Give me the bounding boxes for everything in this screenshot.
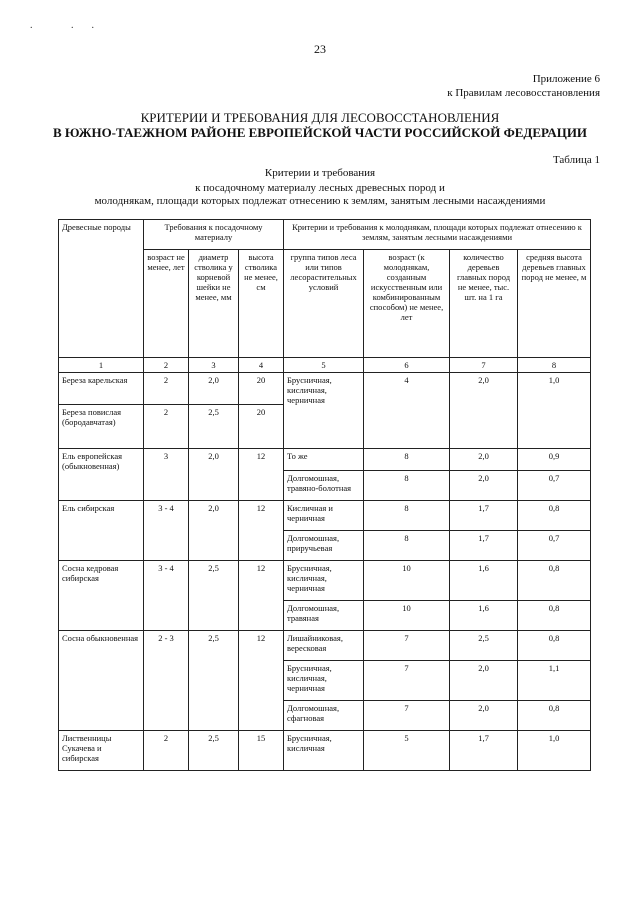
- avg-height-cell: 1,1: [518, 661, 591, 701]
- table-row: [59, 631, 591, 661]
- diameter-cell: 2,5: [189, 631, 239, 731]
- young-age-cell: 8: [364, 501, 450, 531]
- table-row: [59, 373, 591, 405]
- header-tree-count: количество деревьев главных пород не менее, тыс. шт. на 1 га: [450, 250, 518, 358]
- count-cell: 2,0: [450, 449, 518, 471]
- header-young-stands: Критерии и требования к молоднякам, площади которых подлежат отнесению к землям, занятым лесными насаждениями: [284, 220, 591, 250]
- forest-type-cell: Долгомошная, приручьевая: [284, 531, 364, 561]
- header-diameter: диаметр стволика у корневой шейки не менее, мм: [189, 250, 239, 358]
- subtitle-line-3: молоднякам, площади которых подлежат отнесению к землям, занятым лесными насаждениями: [94, 195, 546, 207]
- count-cell: 1,7: [450, 531, 518, 561]
- young-age-cell: 8: [364, 471, 450, 501]
- count-cell: 1,7: [450, 731, 518, 771]
- species-cell: Сосна обыкновенная: [59, 631, 144, 731]
- height-cell: 20: [239, 405, 284, 449]
- species-cell: Сосна кедровая сибирская: [59, 561, 144, 631]
- header-species: Древесные породы: [59, 220, 144, 358]
- avg-height-cell: 0,8: [518, 601, 591, 631]
- species-cell: Береза повислая (бородавчатая): [59, 405, 144, 449]
- avg-height-cell: 0,8: [518, 631, 591, 661]
- col-number: 2: [144, 358, 189, 373]
- avg-height-cell: 0,7: [518, 471, 591, 501]
- height-cell: 15: [239, 731, 284, 771]
- age-cell: 2: [144, 373, 189, 405]
- forest-type-cell: Брусничная, кисличная, черничная: [284, 561, 364, 601]
- header-height: высота стволика не менее, см: [239, 250, 284, 358]
- forest-type-cell: То же: [284, 449, 364, 471]
- diameter-cell: 2,0: [189, 501, 239, 561]
- forest-type-cell: Брусничная, кисличная: [284, 731, 364, 771]
- col-number: 1: [59, 358, 144, 373]
- count-cell: 1,6: [450, 601, 518, 631]
- diameter-cell: 2,5: [189, 731, 239, 771]
- title-line-1: КРИТЕРИИ И ТРЕБОВАНИЯ ДЛЯ ЛЕСОВОССТАНОВЛЕНИЯ: [140, 110, 500, 125]
- diameter-cell: 2,0: [189, 373, 239, 405]
- forest-type-cell: Брусничная, кисличная, черничная: [284, 661, 364, 701]
- forest-type-cell: Долгомошная, сфагновая: [284, 701, 364, 731]
- height-cell: 20: [239, 373, 284, 405]
- height-cell: 12: [239, 631, 284, 731]
- title-line-2: В ЮЖНО-ТАЕЖНОМ РАЙОНЕ ЕВРОПЕЙСКОЙ ЧАСТИ РОССИЙСКОЙ ФЕДЕРАЦИИ: [52, 125, 588, 140]
- height-cell: 12: [239, 561, 284, 631]
- col-number: 6: [364, 358, 450, 373]
- count-cell: 2,5: [450, 631, 518, 661]
- species-cell: Лиственницы Сукачева и сибирская: [59, 731, 144, 771]
- young-age-cell: 4: [364, 373, 450, 449]
- subtitle-line-1: Критерии и требования: [264, 167, 376, 179]
- species-cell: Береза карельская: [59, 373, 144, 405]
- annex-label: Приложение 6: [532, 73, 600, 85]
- scan-marks: . ..: [30, 20, 112, 31]
- forest-type-cell: Лишайниковая, вересковая: [284, 631, 364, 661]
- young-age-cell: 8: [364, 449, 450, 471]
- col-number: 5: [284, 358, 364, 373]
- avg-height-cell: 0,8: [518, 701, 591, 731]
- col-number: 3: [189, 358, 239, 373]
- species-cell: Ель европейская (обыкновенная): [59, 449, 144, 501]
- forest-type-cell: Брусничная, кисличная, черничная: [284, 373, 364, 449]
- table-label: Таблица 1: [552, 154, 600, 166]
- avg-height-cell: 1,0: [518, 731, 591, 771]
- height-cell: 12: [239, 501, 284, 561]
- young-age-cell: 7: [364, 661, 450, 701]
- count-cell: 2,0: [450, 701, 518, 731]
- annex-reference: к Правилам лесовосстановления: [447, 87, 600, 99]
- species-cell: Ель сибирская: [59, 501, 144, 561]
- table-row: [59, 731, 591, 771]
- subtitle-line-2: к посадочному материалу лесных древесных пород и: [195, 182, 445, 194]
- age-cell: 2: [144, 731, 189, 771]
- page-number: 23: [314, 42, 326, 56]
- header-forest-type: группа типов леса или типов лесорастительных условий: [284, 250, 364, 358]
- header-avg-height: средняя высота деревьев главных пород не менее, м: [518, 250, 591, 358]
- young-age-cell: 5: [364, 731, 450, 771]
- age-cell: 3: [144, 449, 189, 501]
- young-age-cell: 10: [364, 561, 450, 601]
- header-young-age: возраст (к молоднякам, созданным искусственным или комбинированным способом) не менее, лет: [364, 250, 450, 358]
- table-row: [59, 449, 591, 471]
- avg-height-cell: 0,7: [518, 531, 591, 561]
- count-cell: 1,7: [450, 501, 518, 531]
- avg-height-cell: 1,0: [518, 373, 591, 449]
- young-age-cell: 7: [364, 701, 450, 731]
- column-numbers-row: [59, 358, 591, 373]
- avg-height-cell: 0,8: [518, 501, 591, 531]
- diameter-cell: 2,5: [189, 405, 239, 449]
- young-age-cell: 10: [364, 601, 450, 631]
- count-cell: 1,6: [450, 561, 518, 601]
- header-age: возраст не менее, лет: [144, 250, 189, 358]
- header-planting-material: Требования к посадочному материалу: [144, 220, 284, 250]
- col-number: 4: [239, 358, 284, 373]
- age-cell: 2: [144, 405, 189, 449]
- diameter-cell: 2,0: [189, 449, 239, 501]
- avg-height-cell: 0,8: [518, 561, 591, 601]
- young-age-cell: 8: [364, 531, 450, 561]
- avg-height-cell: 0,9: [518, 449, 591, 471]
- forest-type-cell: Кисличная и черничная: [284, 501, 364, 531]
- age-cell: 3 - 4: [144, 501, 189, 561]
- criteria-table: [58, 219, 591, 771]
- age-cell: 2 - 3: [144, 631, 189, 731]
- height-cell: 12: [239, 449, 284, 501]
- forest-type-cell: Долгомошная, травяно-болотная: [284, 471, 364, 501]
- table-row: [59, 501, 591, 531]
- count-cell: 2,0: [450, 471, 518, 501]
- table-row: [59, 561, 591, 601]
- forest-type-cell: Долгомошная, травяная: [284, 601, 364, 631]
- count-cell: 2,0: [450, 373, 518, 449]
- col-number: 8: [518, 358, 591, 373]
- age-cell: 3 - 4: [144, 561, 189, 631]
- diameter-cell: 2,5: [189, 561, 239, 631]
- count-cell: 2,0: [450, 661, 518, 701]
- young-age-cell: 7: [364, 631, 450, 661]
- col-number: 7: [450, 358, 518, 373]
